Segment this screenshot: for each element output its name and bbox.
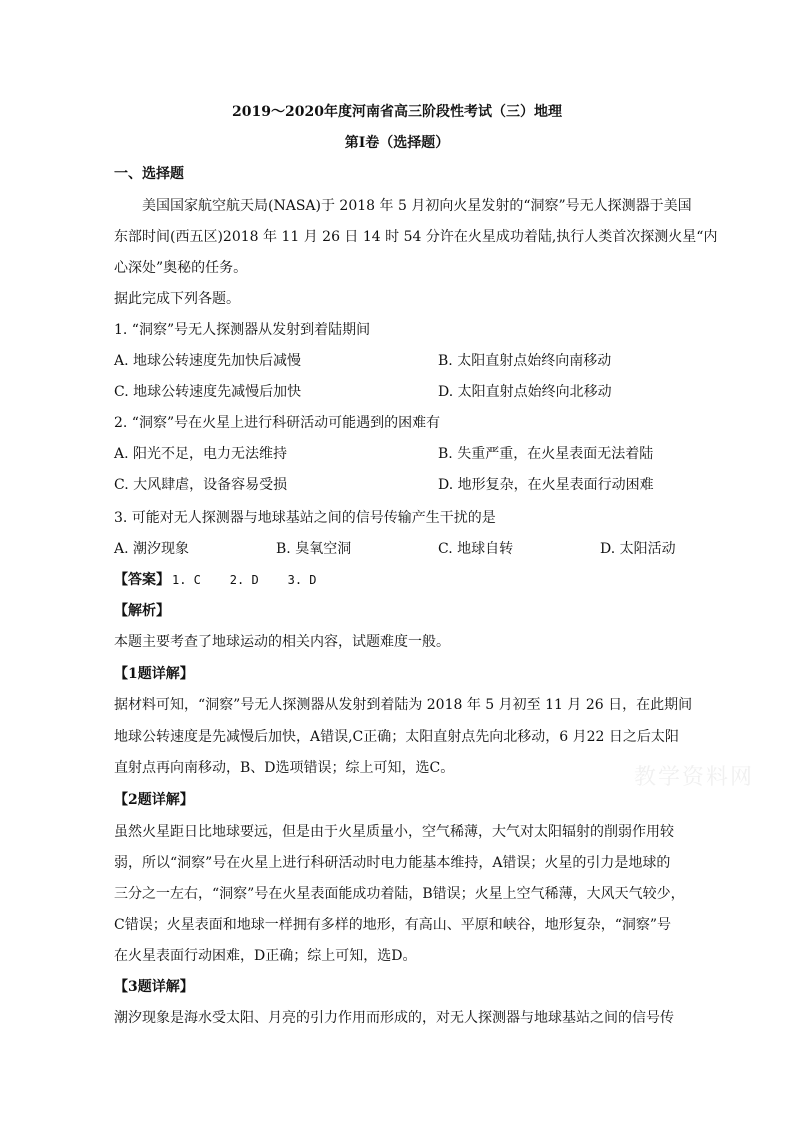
option-d: D. 地形复杂，在火星表面行动困难 xyxy=(438,477,654,493)
option-b: B. 太阳直射点始终向南移动 xyxy=(438,353,612,369)
option-a: A. 潮汐现象 xyxy=(114,541,190,557)
option-a: A. 地球公转速度先加快后减慢 xyxy=(114,353,302,369)
detail-label: 【1题详解】 xyxy=(114,666,194,682)
option-d: D. 太阳直射点始终向北移动 xyxy=(438,384,612,400)
option-a: A. 阳光不足，电力无法维持 xyxy=(114,446,288,462)
analysis-intro: 本题主要考查了地球运动的相关内容，试题难度一般。 xyxy=(114,634,450,650)
document-title: 2019～2020年度河南省高三阶段性考试（三）地理 xyxy=(232,104,562,120)
option-d: D. 太阳活动 xyxy=(600,541,676,557)
option-c: C. 地球公转速度先减慢后加快 xyxy=(114,384,302,400)
paper-section-title: 第Ⅰ卷（选择题） xyxy=(344,135,450,151)
material-line: 美国国家航空航天局(NASA)于 2018 年 5 月初向火星发射的“洞察”号无人探测器于美国 xyxy=(142,198,692,214)
option-c: C. 大风肆虐，设备容易受损 xyxy=(114,477,288,493)
question-stem: 3. 可能对无人探测器与地球基站之间的信号传输产生干扰的是 xyxy=(114,510,496,526)
section-heading: 一、选择题 xyxy=(114,166,184,182)
answer-line xyxy=(114,570,317,590)
material-line: 东部时间(西五区)2018 年 11 月 26 日 14 时 54 分许在火星成功着陆,执行人类首次探测火星“内 xyxy=(114,229,718,245)
answer-value: 1. C 2. D 3. D xyxy=(172,573,317,587)
detail-line: 据材料可知，“洞察”号无人探测器从发射到着陆为 2018 年 5 月初至 11 月 26 日，在此期间 xyxy=(114,697,693,713)
watermark: 教学资料网 xyxy=(634,765,755,790)
detail-line: 地球公转速度是先减慢后加快，A错误,C正确；太阳直射点先向北移动，6 月22 日之后太阳 xyxy=(114,729,679,745)
question-stem: 2. “洞察”号在火星上进行科研活动可能遇到的困难有 xyxy=(114,415,441,431)
detail-line: 虽然火星距日比地球要远，但是由于火星质量小，空气稀薄，大气对太阳辐射的削弱作用较 xyxy=(114,824,674,840)
option-b: B. 失重严重，在火星表面无法着陆 xyxy=(438,446,654,462)
detail-line: 三分之一左右，“洞察”号在火星表面能成功着陆，B错误；火星上空气稀薄，大风天气较少， xyxy=(114,886,685,902)
detail-label: 【3题详解】 xyxy=(114,979,194,995)
detail-line: 弱，所以“洞察”号在火星上进行科研活动时电力能基本维持，A错误；火星的引力是地球的 xyxy=(114,855,671,871)
instruction-text: 据此完成下列各题。 xyxy=(114,291,240,307)
material-line: 心深处”奥秘的任务。 xyxy=(114,260,248,276)
question-stem: 1. “洞察”号无人探测器从发射到着陆期间 xyxy=(114,322,371,338)
option-c: C. 地球自转 xyxy=(438,541,514,557)
detail-line: C错误；火星表面和地球一样拥有多样的地形，有高山、平原和峡谷，地形复杂，“洞察”号 xyxy=(114,917,672,933)
analysis-label: 【解析】 xyxy=(114,603,170,619)
detail-label: 【2题详解】 xyxy=(114,792,194,808)
detail-line: 潮汐现象是海水受太阳、月亮的引力作用而形成的，对无人探测器与地球基站之间的信号传 xyxy=(114,1010,674,1026)
answer-label: 【答案】 xyxy=(114,572,170,588)
detail-line: 在火星表面行动困难，D正确；综上可知，选D。 xyxy=(114,948,417,964)
option-b: B. 臭氧空洞 xyxy=(276,541,352,557)
detail-line: 直射点再向南移动，B、D选项错误；综上可知，选C。 xyxy=(114,760,455,776)
